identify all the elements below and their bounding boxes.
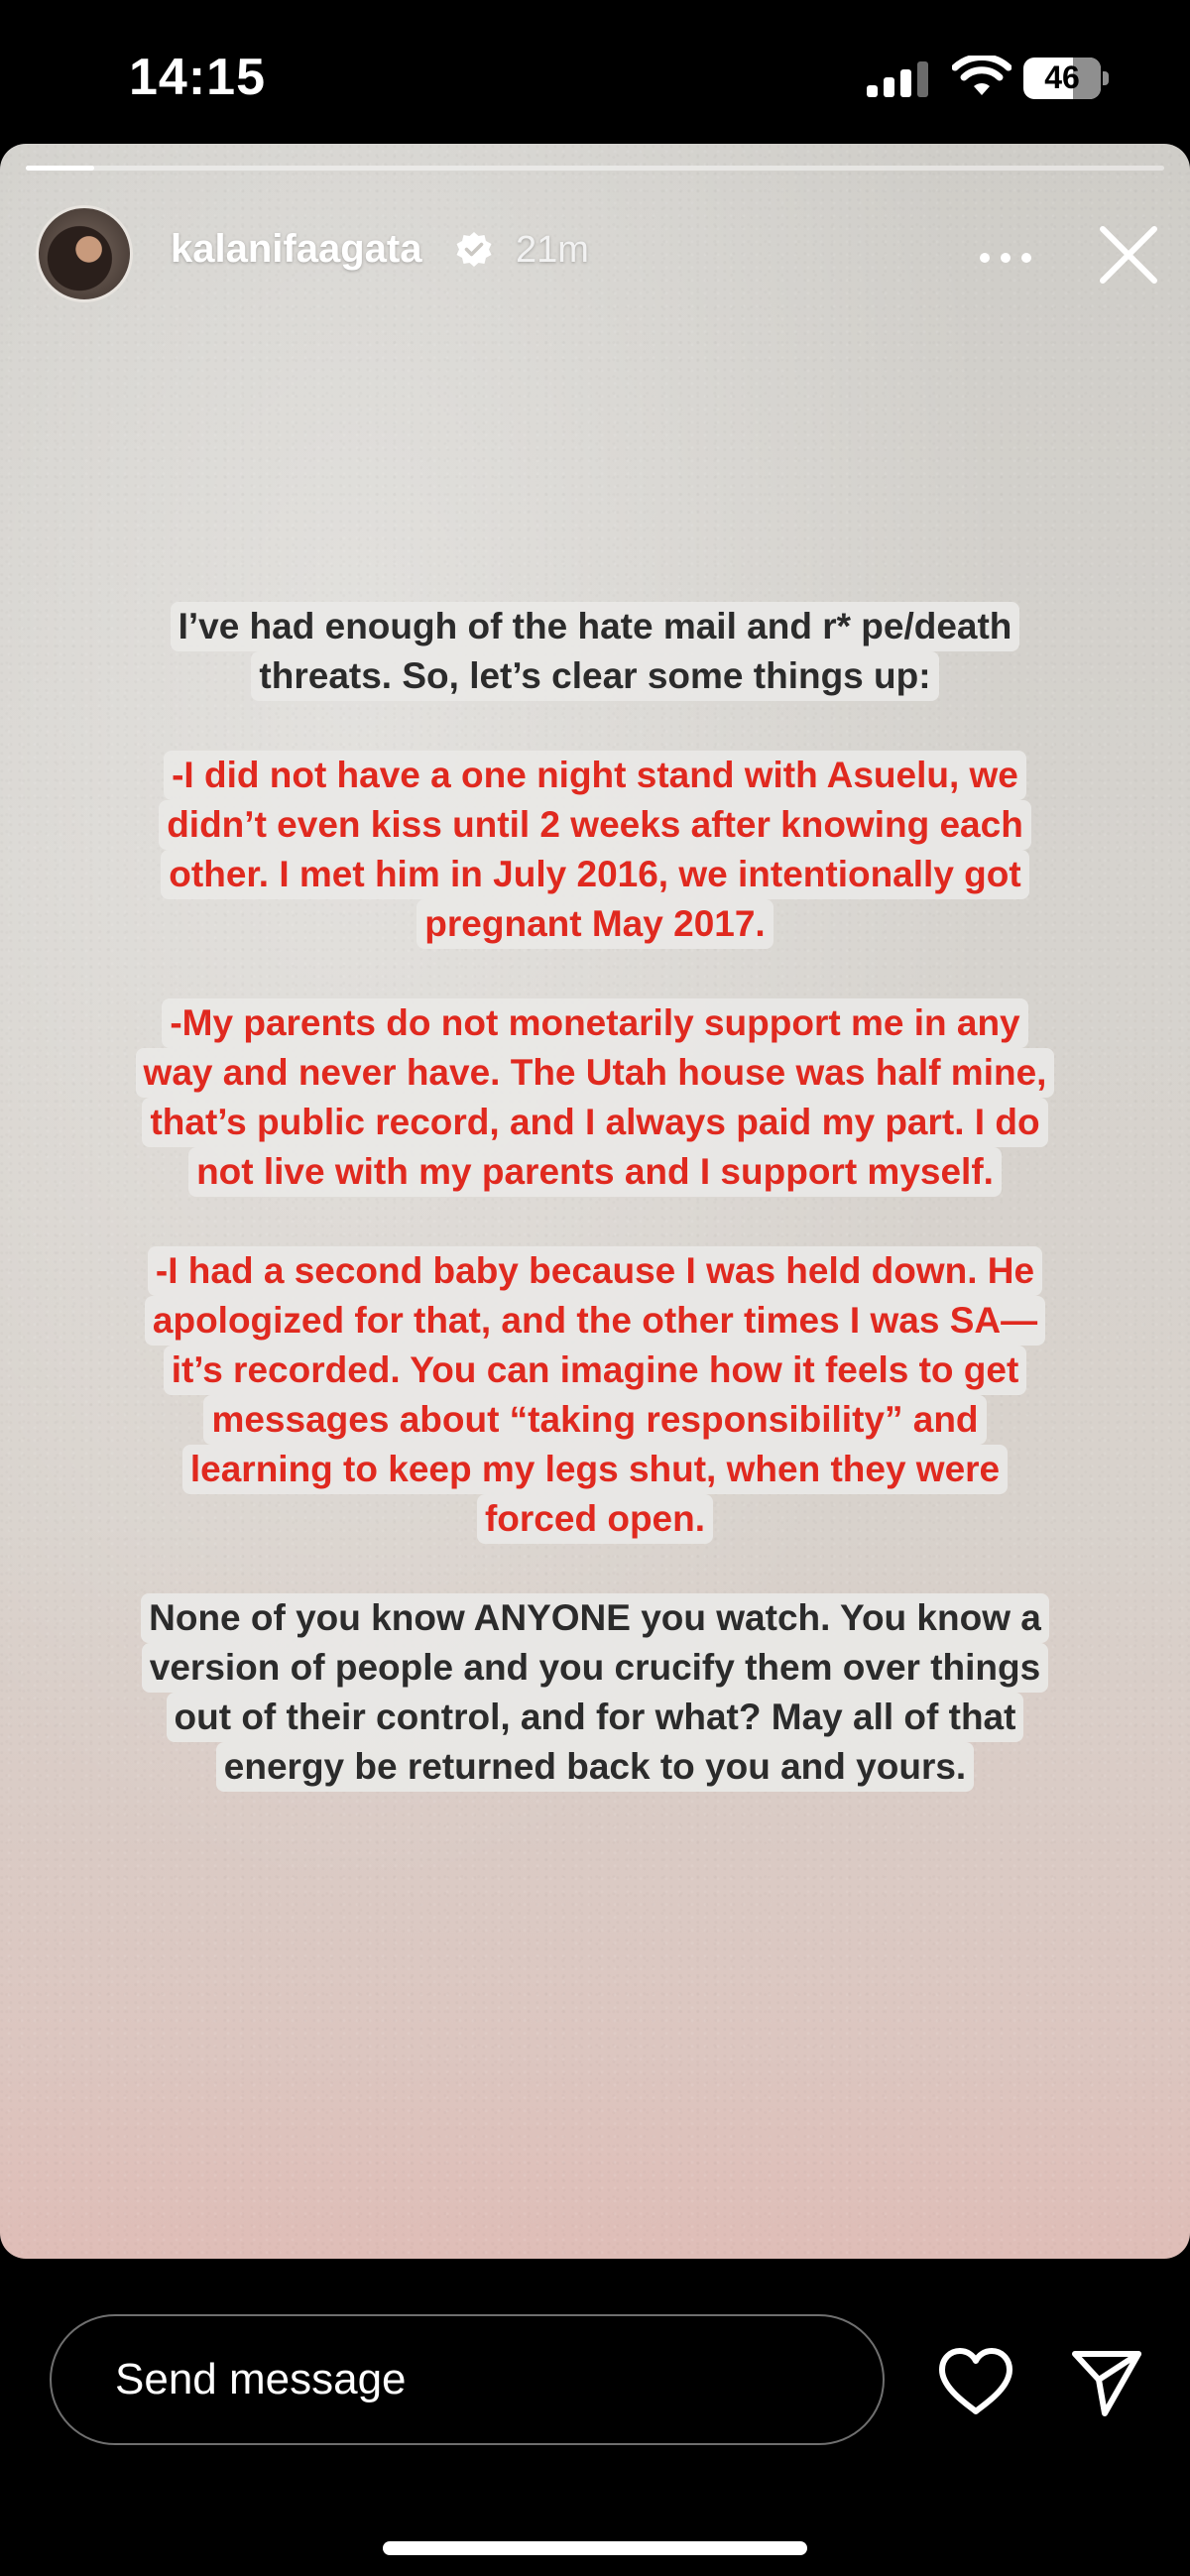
story-text-block-one-night-stand <box>0 751 1190 949</box>
send-message-input[interactable]: Send message <box>50 2314 885 2445</box>
close-icon[interactable] <box>1095 221 1162 289</box>
verified-badge-icon <box>454 230 494 270</box>
more-icon[interactable] <box>976 243 1035 273</box>
story-text-line: it’s recorded. You can imagine how it feels to get <box>164 1346 1027 1395</box>
story-text-block-second-baby <box>0 1246 1190 1544</box>
story-text-line: that’s public record, and I always paid my part. I do <box>142 1098 1047 1147</box>
cellular-signal-icon <box>867 61 930 97</box>
story-text-line: out of their control, and for what? May all of that <box>167 1693 1024 1742</box>
story-text-line: apologized for that, and the other times I was SA— <box>145 1296 1045 1346</box>
story-text-line: didn’t even kiss until 2 weeks after knowing each <box>159 800 1031 850</box>
status-time: 14:15 <box>129 49 266 106</box>
story-text-line: learning to keep my legs shut, when they were <box>182 1445 1008 1494</box>
avatar[interactable] <box>36 205 133 302</box>
story-text-line: None of you know ANYONE you watch. You know a <box>141 1593 1049 1643</box>
story-text-line: version of people and you crucify them over things <box>142 1643 1048 1693</box>
story-header <box>0 193 1190 302</box>
story-reply-bar <box>0 2259 1190 2576</box>
story-text-line: other. I met him in July 2016, we intentionally got <box>161 850 1028 899</box>
home-indicator[interactable] <box>383 2541 807 2555</box>
story-text-line: messages about “taking responsibility” and <box>203 1395 986 1445</box>
status-bar <box>0 0 1190 149</box>
story-progress-bar <box>26 166 1164 171</box>
heart-icon[interactable] <box>936 2346 1015 2417</box>
send-icon[interactable] <box>1067 2342 1146 2421</box>
story-text-line: forced open. <box>477 1494 713 1544</box>
battery-icon <box>1023 58 1109 99</box>
story-progress-fill <box>26 166 94 171</box>
story-text-line: -My parents do not monetarily support me in any <box>162 998 1027 1048</box>
story-time-ago: 21m <box>516 229 589 271</box>
story-text-line: -I had a second baby because I was held down. He <box>148 1246 1042 1296</box>
story-text-line: energy be returned back to you and yours. <box>216 1742 974 1792</box>
username[interactable]: kalanifaagata <box>171 227 422 271</box>
story-text-line: I’ve had enough of the hate mail and r* pe/death <box>171 602 1020 651</box>
story-text-line: -I did not have a one night stand with Asuelu, we <box>164 751 1026 800</box>
battery-level: 46 <box>1044 59 1080 95</box>
story-text-line: threats. So, let’s clear some things up: <box>251 651 938 701</box>
wall-texture <box>0 144 1190 2259</box>
story-text-block-parents <box>0 998 1190 1197</box>
story-text-line: pregnant May 2017. <box>416 899 773 949</box>
story-text-line: not live with my parents and I support myself. <box>188 1147 1002 1197</box>
story-viewer[interactable] <box>0 144 1190 2259</box>
story-text-block-intro <box>0 602 1190 701</box>
story-text-line: way and never have. The Utah house was half mine, <box>136 1048 1055 1098</box>
story-text-block-closing <box>0 1593 1190 1792</box>
wifi-icon <box>952 56 1012 99</box>
